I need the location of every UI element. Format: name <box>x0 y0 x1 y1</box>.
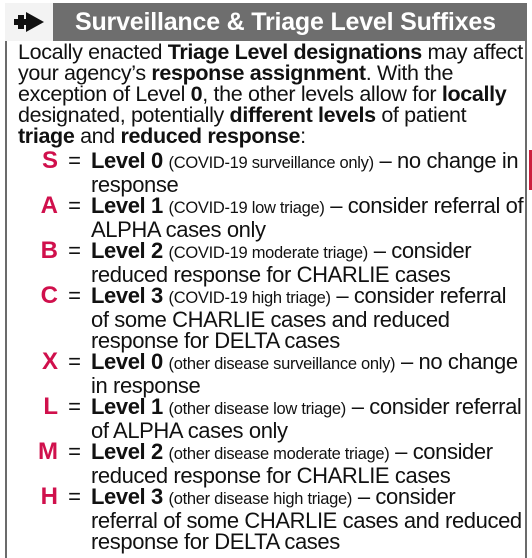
suffix-letter: L <box>43 393 58 420</box>
equals-sign: = <box>68 238 81 263</box>
equals-sign: = <box>68 349 81 374</box>
suffix-letter: B <box>40 237 58 264</box>
header-title: Surveillance & Triage Level Suffixes <box>75 7 496 36</box>
suffix-description: Level 2 (COVID-19 moderate triage) – consider reduced response for CHARLIE cases <box>91 238 472 287</box>
suffix-description: Level 2 (other disease moderate triage) – consider reduced response for CHARLIE cases <box>91 439 493 488</box>
suffix-item-c <box>18 282 526 353</box>
intro-paragraph: Locally enacted Triage Level designations may affect your agency’s response assignment. With the exception of Level 0, the other levels allow for locally designated, potentially different levels of patient triage and reduced response: <box>18 40 523 148</box>
suffix-letter: C <box>40 282 58 309</box>
suffix-description: Level 3 (other disease high triage) – consider referral of some CHARLIE cases and reduced response for DELTA cases <box>91 484 522 554</box>
section-header <box>5 3 527 41</box>
right-arrow-plus-icon <box>12 10 46 34</box>
equals-sign: = <box>68 193 81 218</box>
suffix-description: Level 0 (other disease surveillance only) – no change in response <box>91 349 518 398</box>
suffix-item-m <box>18 438 526 488</box>
suffix-description: Level 1 (COVID-19 low triage) – consider referral of ALPHA cases only <box>91 193 524 242</box>
suffix-item-h <box>18 483 526 554</box>
equals-sign: = <box>68 484 81 509</box>
equals-sign: = <box>68 439 81 464</box>
suffix-item-s <box>18 147 526 197</box>
suffix-item-l <box>18 393 526 443</box>
suffix-letter: X <box>41 348 58 375</box>
suffix-description: Level 3 (COVID-19 high triage) – consider referral of some CHARLIE cases and reduced response for DELTA cases <box>91 283 507 353</box>
equals-sign: = <box>68 148 81 173</box>
icon-box <box>5 3 55 41</box>
suffix-list <box>18 147 526 554</box>
suffix-letter: S <box>41 147 58 174</box>
suffix-letter: A <box>40 192 58 219</box>
suffix-item-x <box>18 348 526 398</box>
content <box>18 42 526 552</box>
suffix-item-b <box>18 237 526 287</box>
suffix-item-a <box>18 192 526 242</box>
suffix-description: Level 0 (COVID-19 surveillance only) – no change in response <box>91 148 519 197</box>
suffix-description: Level 1 (other disease low triage) – consider referral of ALPHA cases only <box>91 394 522 443</box>
suffix-letter: H <box>40 483 58 510</box>
equals-sign: = <box>68 394 81 419</box>
suffix-letter: M <box>38 438 58 465</box>
equals-sign: = <box>68 283 81 308</box>
